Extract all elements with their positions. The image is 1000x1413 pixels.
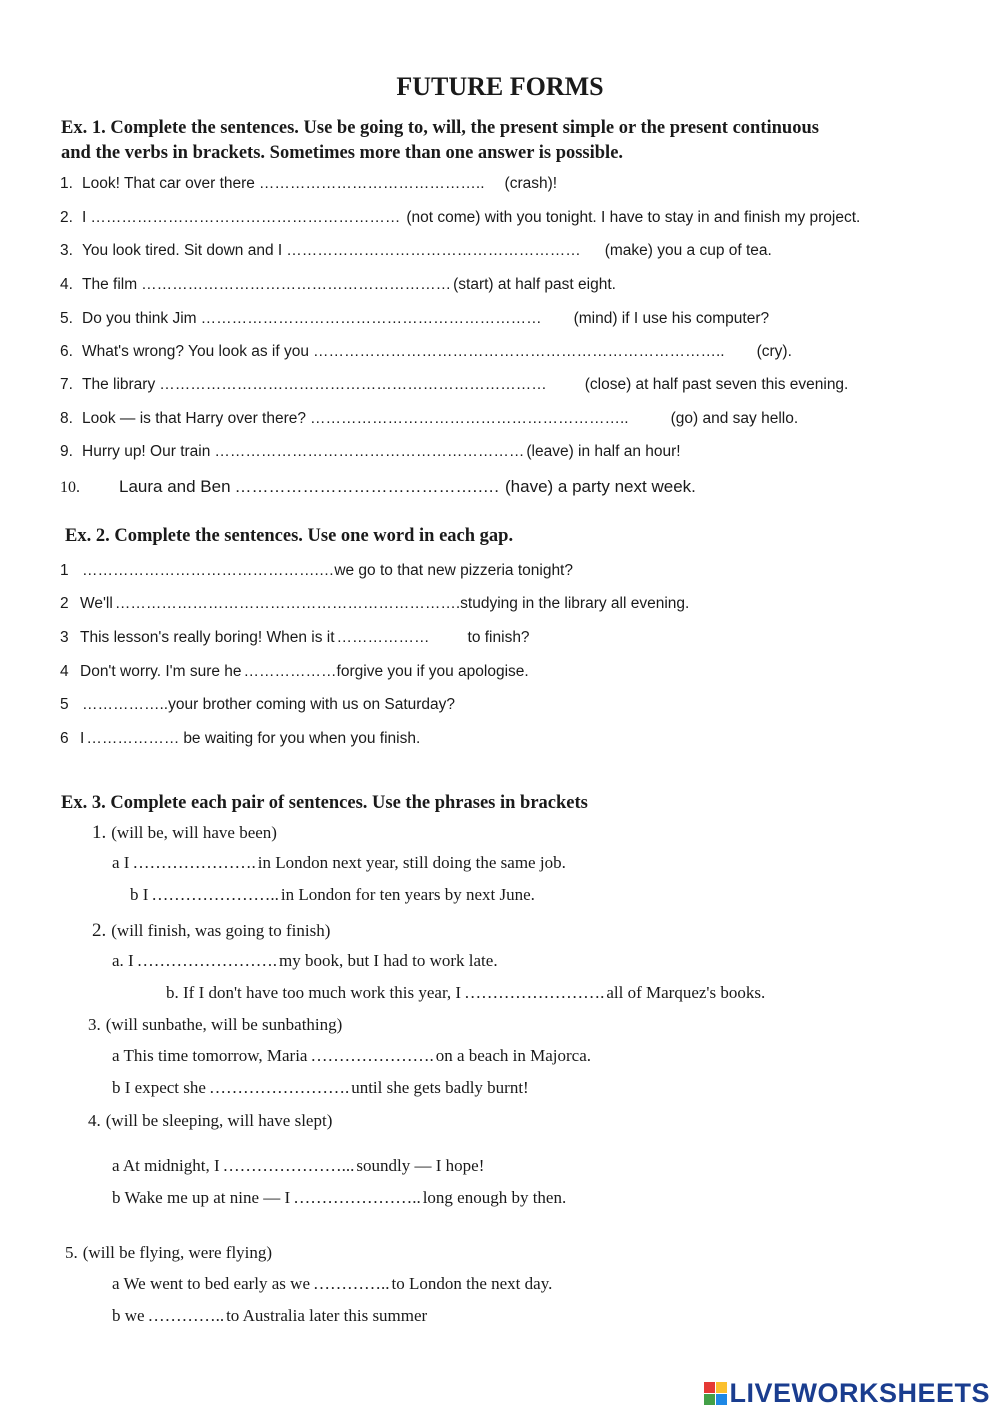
ex1-item [60, 242, 772, 260]
answer-blank[interactable]: …………………. [132, 853, 256, 872]
answer-blank[interactable]: …………………………………………………… [141, 276, 452, 293]
group-number: 5. [65, 1243, 78, 1262]
sentence-end: long enough by then. [422, 1188, 567, 1207]
sentence-start: The film [82, 276, 138, 293]
ex1-item [60, 443, 681, 461]
sentence-end: on a beach in Majorca. [435, 1046, 592, 1065]
ex3-group-heading [88, 1111, 332, 1131]
sentence-start: a We went to bed early as we [112, 1274, 310, 1293]
item-number: 5 [60, 696, 69, 713]
ex2-item [60, 696, 455, 714]
item-number: 7. [60, 376, 73, 393]
answer-blank[interactable]: …………………………………………………….. [310, 410, 629, 427]
ex3-group-heading [88, 1015, 342, 1035]
sentence-start: b I expect she [112, 1078, 206, 1097]
sentence-end: we go to that new pizzeria tonight? [334, 562, 573, 579]
answer-blank[interactable]: ……………………. [136, 951, 277, 970]
ex2-item [60, 595, 689, 613]
item-number: 3 [60, 629, 69, 646]
item-number: 1. [60, 175, 73, 192]
sentence-end: (have) a party next week. [505, 477, 696, 496]
sentence-end: until she gets badly burnt! [351, 1078, 529, 1097]
answer-blank[interactable]: ………………….. [151, 885, 279, 904]
item-number: 2. [60, 209, 73, 226]
ex3-sentence-a [112, 951, 498, 971]
sentence-end: soundly — I hope! [356, 1156, 485, 1175]
sentence-start: This lesson's really boring! When is it [80, 629, 335, 646]
sentence-end: to finish? [467, 629, 530, 646]
ex2-item [60, 730, 420, 748]
sentence-end: in London next year, still doing the same job. [257, 853, 566, 872]
sentence-end: to London the next day. [391, 1274, 553, 1293]
answer-blank[interactable]: ………….. [313, 1274, 390, 1293]
answer-blank[interactable]: ………………………………………………… [286, 242, 581, 259]
ex3-group-heading [92, 920, 330, 942]
ex1-item [60, 376, 848, 394]
item-number: 4 [60, 663, 69, 680]
ex2-item [60, 663, 529, 681]
ex3-sentence-a [112, 1156, 484, 1176]
ex3-sentence-a [112, 1046, 591, 1066]
ex1-heading [61, 116, 819, 166]
answer-blank[interactable]: ……………………………………….… [82, 562, 335, 579]
sentence-start: Laura and Ben [119, 477, 231, 496]
answer-blank[interactable]: …………………. [310, 1046, 434, 1065]
sentence-end: in London for ten years by next June. [280, 885, 535, 904]
sentence-end: (close) at half past seven this evening. [584, 376, 849, 393]
answer-blank[interactable]: ……………………. [208, 1078, 350, 1097]
answer-blank[interactable]: …………….. [82, 696, 169, 713]
ex1-item [60, 310, 769, 328]
sentence-start: b we [112, 1306, 145, 1325]
ex3-sentence-a [112, 853, 566, 873]
sentence-start: a This time tomorrow, Maria [112, 1046, 308, 1065]
sentence-end: forgive you if you apologise. [336, 663, 529, 680]
answer-blank[interactable]: ……………………. [464, 983, 605, 1002]
ex3-sentence-b [112, 1306, 427, 1326]
group-number: 2. [92, 920, 107, 941]
group-phrases: (will be flying, were flying) [82, 1243, 273, 1262]
logo-square-yellow [716, 1382, 727, 1393]
sentence-start: You look tired. Sit down and I [82, 242, 283, 259]
ex2-item [60, 629, 530, 647]
sentence-start: I [80, 730, 85, 747]
sentence-end: (mind) if I use his computer? [573, 310, 770, 327]
sentence-end: (leave) in half an hour! [526, 443, 681, 460]
item-number: 6 [60, 730, 69, 747]
item-number: 10. [60, 479, 80, 496]
page-title: FUTURE FORMS [396, 72, 604, 101]
ex3-sentence-b [130, 885, 535, 905]
sentence-end: studying in the library all evening. [460, 595, 690, 612]
ex3-sentence-b [166, 983, 765, 1003]
sentence-start: b Wake me up at nine — I [112, 1188, 291, 1207]
answer-blank[interactable]: ………………………………………………………………… [159, 376, 547, 393]
group-number: 3. [88, 1015, 101, 1034]
answer-blank[interactable]: ………….. [147, 1306, 225, 1325]
sentence-start: b I [130, 885, 149, 904]
sentence-start: We'll [80, 595, 113, 612]
sentence-end: your brother coming with us on Saturday? [168, 696, 456, 713]
answer-blank[interactable]: ……………… [336, 629, 430, 646]
group-number: 4. [88, 1111, 101, 1130]
sentence-start: b. If I don't have too much work this year, I [166, 983, 462, 1002]
ex3-sentence-b [112, 1188, 566, 1208]
sentence-start: a. I [112, 951, 134, 970]
ex1-item [60, 209, 860, 227]
answer-blank[interactable]: ……………… [86, 730, 180, 747]
ex3-sentence-a [112, 1274, 552, 1294]
sentence-end: (make) you a cup of tea. [604, 242, 772, 259]
item-number: 3. [60, 242, 73, 259]
sentence-end: (start) at half past eight. [453, 276, 616, 293]
sentence-end: (not come) with you tonight. I have to stay in and finish my project. [406, 209, 861, 226]
group-phrases: (will be, will have been) [111, 823, 277, 842]
ex3-sentence-b [112, 1078, 529, 1098]
answer-blank[interactable]: …………………………………………………… [90, 209, 401, 226]
sentence-start: a I [112, 853, 130, 872]
sentence-start: Hurry up! Our train [82, 443, 211, 460]
group-phrases: (will be sleeping, will have slept) [105, 1111, 333, 1130]
sentence-start: What's wrong? You look as if you [82, 343, 309, 360]
item-number: 8. [60, 410, 73, 427]
liveworksheets-logo [704, 1378, 990, 1409]
answer-blank[interactable]: …………………………………………………… [214, 443, 525, 460]
group-phrases: (will finish, was going to finish) [111, 921, 331, 940]
answer-blank[interactable]: ………………………………………………………… [200, 310, 542, 327]
logo-text: LIVEWORKSHEETS [729, 1378, 990, 1408]
item-number: 4. [60, 276, 73, 293]
answer-blank[interactable]: …………………………………….. [258, 175, 485, 192]
answer-blank[interactable]: …………………... [222, 1156, 355, 1175]
sentence-end: be waiting for you when you finish. [183, 730, 421, 747]
item-number: 5. [60, 310, 73, 327]
ex1-heading-line1: Ex. 1. Complete the sentences. Use be going to, will, the present simple or the present continuous [61, 118, 819, 138]
item-number: 6. [60, 343, 73, 360]
sentence-end: all of Marquez's books. [606, 983, 766, 1002]
ex2-item [60, 562, 573, 580]
sentence-end: (go) and say hello. [670, 410, 799, 427]
item-number: 9. [60, 443, 73, 460]
ex3-heading: Ex. 3. Complete each pair of sentences. Use the phrases in brackets [61, 793, 588, 813]
sentence-end: (crash)! [504, 175, 558, 192]
sentence-end: my book, but I had to work late. [278, 951, 498, 970]
sentence-end: to Australia later this summer [226, 1306, 428, 1325]
sentence-start: Look — is that Harry over there? [82, 410, 306, 427]
ex1-heading-line2: and the verbs in brackets. Sometimes more than one answer is possible. [61, 143, 624, 163]
answer-blank[interactable]: …………………………………………………………………….. [312, 343, 725, 360]
ex1-item [60, 477, 696, 497]
answer-blank[interactable]: …………………………………….…. [234, 477, 499, 496]
sentence-end: (cry). [756, 343, 792, 360]
ex3-group-heading [65, 1243, 272, 1263]
ex1-item [60, 175, 557, 193]
sentence-start: Do you think Jim [82, 310, 197, 327]
item-number: 2 [60, 595, 69, 612]
ex3-group-heading [92, 822, 277, 844]
item-number: 1 [60, 562, 69, 579]
sentence-start: a At midnight, I [112, 1156, 220, 1175]
ex1-item [60, 343, 792, 361]
sentence-start: Don't worry. I'm sure he [80, 663, 242, 680]
logo-square-blue [716, 1394, 727, 1405]
ex1-item [60, 410, 798, 428]
answer-blank[interactable]: ……………… [243, 663, 337, 680]
sentence-start: I [82, 209, 87, 226]
ex1-item [60, 276, 616, 294]
ex2-heading: Ex. 2. Complete the sentences. Use one word in each gap. [65, 526, 514, 546]
logo-mark-icon [704, 1382, 727, 1405]
group-phrases: (will sunbathe, will be sunbathing) [105, 1015, 343, 1034]
logo-square-green [704, 1394, 715, 1405]
logo-square-red [704, 1382, 715, 1393]
sentence-start: The library [82, 376, 156, 393]
answer-blank[interactable]: ………………….. [293, 1188, 421, 1207]
group-number: 1. [92, 822, 107, 843]
sentence-start: Look! That car over there [82, 175, 255, 192]
answer-blank[interactable]: …………………………………………………………. [114, 595, 461, 612]
